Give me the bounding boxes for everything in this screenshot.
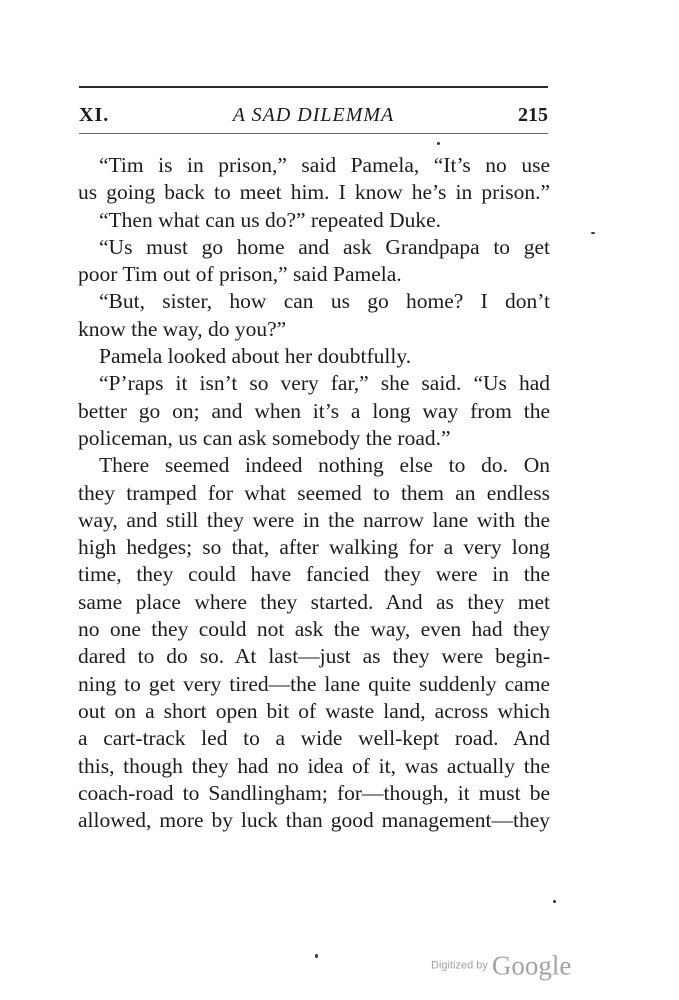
text-line: know the way, do you?”	[78, 316, 287, 341]
chapter-title: A SAD DILEMMA	[232, 104, 395, 126]
top-rule	[79, 86, 548, 88]
text-line: coach-road to Sandlingham; for—though, it must be	[78, 780, 550, 805]
ink-speck	[315, 954, 318, 958]
text-line: “Then what can us do?” repeated Duke.	[99, 207, 442, 232]
text-line: dared to do so. At last—just as they were begin-	[78, 644, 550, 669]
text-line: us going back to meet him. I know he’s in prison.”	[78, 180, 550, 205]
text-line: time, they could have fancied they were in the	[78, 562, 550, 587]
running-header	[79, 100, 548, 130]
ink-speck	[437, 142, 440, 145]
text-line: “Us must go home and ask Grandpapa to get	[99, 234, 550, 259]
text-line: allowed, more by luck than good management—they	[78, 808, 550, 833]
digitized-watermark	[431, 947, 571, 983]
header-rule	[79, 133, 548, 134]
text-line: out on a short open bit of waste land, across which	[78, 698, 550, 723]
text-line: this, though they had no idea of it, was actually the	[78, 753, 550, 778]
google-logo: Google	[491, 950, 572, 981]
watermark-prefix: Digitized by	[431, 959, 488, 972]
text-line: There seemed indeed nothing else to do. On	[99, 453, 550, 478]
text-line: “But, sister, how can us go home? I don’t	[99, 289, 550, 314]
text-line: high hedges; so that, after walking for a very long	[78, 535, 550, 560]
text-line: same place where they started. And as they met	[78, 589, 550, 614]
page-number: 215	[518, 104, 548, 126]
text-line: Pamela looked about her doubtfully.	[99, 344, 412, 369]
chapter-number: XI.	[79, 104, 110, 126]
text-line: policeman, us can ask somebody the road.”	[78, 425, 451, 450]
ink-speck	[553, 900, 556, 903]
text-line: way, and still they were in the narrow lane with the	[78, 507, 550, 532]
text-line: “P’raps it isn’t so very far,” she said. “Us had	[99, 371, 550, 396]
text-line: no one they could not ask the way, even had they	[78, 617, 550, 642]
body-text	[78, 152, 550, 834]
text-line: “Tim is in prison,” said Pamela, “It’s no use	[99, 153, 550, 177]
text-line: poor Tim out of prison,” said Pamela.	[78, 262, 402, 287]
text-line: they tramped for what seemed to them an endless	[78, 480, 550, 505]
text-line: ning to get very tired—the lane quite suddenly came	[78, 671, 550, 696]
text-line: a cart-track led to a wide well-kept road. And	[78, 726, 550, 751]
ink-speck	[591, 232, 595, 234]
text-line: better go on; and when it’s a long way from the	[78, 398, 550, 423]
